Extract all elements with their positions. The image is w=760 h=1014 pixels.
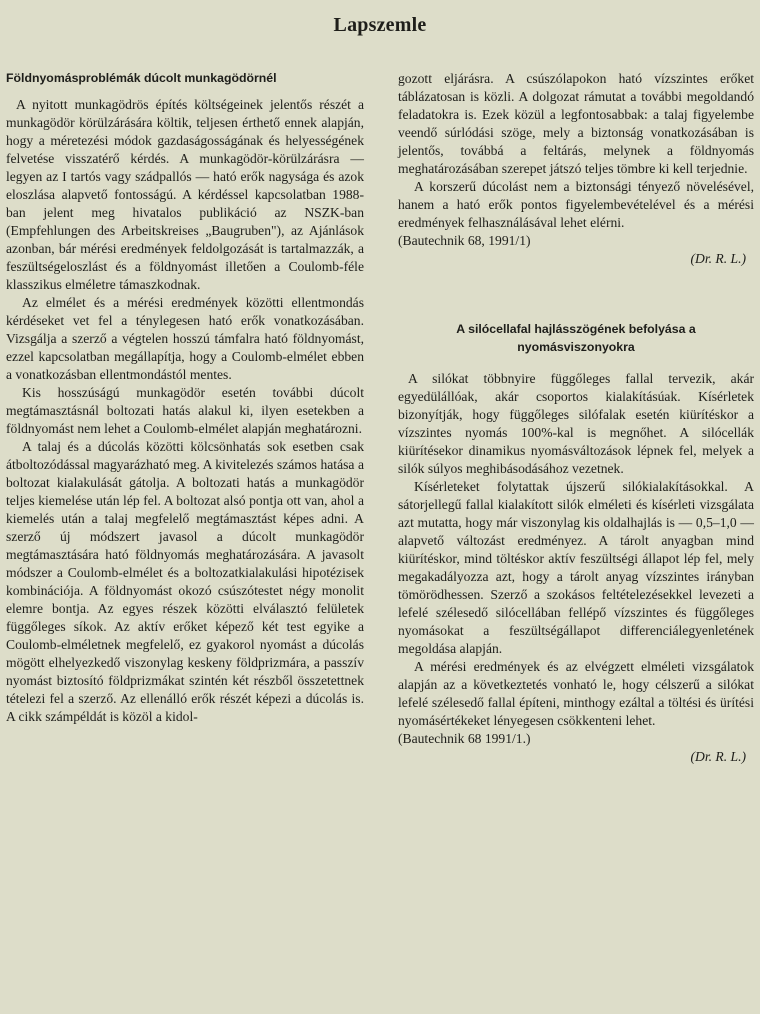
article-2-paragraph-1: A silókat többnyire függőleges fallal tervezik, akár egyedülállóak, akár csoportos kialakításúak. Kísérletek bizonyítják, hogy függőleges silófalak esetén kiürítéskor a vízszintes nyomás 100%-kal is megnőhet. A silócellák kiürítésekor dinamikus nyomásváltozások lépnek fel, melyek a silók súlyos meghibásodásához vezetnek. bbox=[398, 371, 754, 476]
article-2-paragraph-3: A mérési eredmények és az elvégzett elméleti vizsgálatok alapján az a következtetés vonható le, hogy célszerű a silókat lefelé szélesedő fallal építeni, minthogy ezáltal a töltési és ürítési nyomásértékeket lényegesen csökkenteni lehet. bbox=[398, 659, 754, 728]
article-1-source: (Bautechnik 68, 1991/1) bbox=[398, 233, 531, 248]
article-1-paragraph-3: Kis hosszúságú munkagödör esetén további dúcolt megtámasztásnál boltozati hatás alakul ki, ilyen esetekben a földnyomást nem lehet a Coulomb-elmélet alapján meghatározni. bbox=[6, 385, 364, 436]
page-title: Lapszemle bbox=[333, 14, 427, 36]
article-1-title: Földnyomásproblémák dúcolt munkagödörnél bbox=[6, 71, 277, 85]
article-1-paragraph-4-end: gozott eljárásra. A csúszólapokon ható vízszintes erőket táblázatosan is közli. A dolgozat rámutat a további megoldandó feladatokra is. Ezek közül a legfontosabbak: a talaj figyelembe veendő súrlódási szöge, mely a biztonság vonatkozásában is jelentős, továbbá a feltárás, melynek a földnyomás meghatározásában szerepet játszó teljes tömbre ki kell terjednie. bbox=[398, 71, 754, 176]
article-1-paragraph-1: A nyitott munkagödrös építés költségeinek jelentős részét a munkagödör körülzárására költik, teljesen érthető ennek alapján, hogy a méretezési módok gazdaságosságának és helyességének felvetése visszatérő kérdés. A munkagödör-körülzárásra — legyen az I tartós vagy szádpallós — ható erők nagysága és azok eloszlása alapvető fontosságú. A kérdéssel kapcsolatban 1988-ban jelent meg hivatalos publikáció az NSZK-ban (Empfehlungen des Arbeitskreises „Baugruben"), az Ajánlások azonban, bár mérési eredmények feldolgozását is tartalmazzák, a feszültségeloszlást és a földnyomást illetően a Coulomb-féle klasszikus elméletre támaszkodnak. bbox=[6, 97, 364, 292]
article-2-source: (Bautechnik 68 1991/1.) bbox=[398, 731, 531, 746]
left-column bbox=[6, 70, 364, 726]
article-2-paragraph-2: Kísérleteket folytattak újszerű silókialakításokkal. A sátorjellegű fallal kialakított silók elméleti és kísérleti vizsgálata azt mutatta, hogy már viszonylag kis oldalhajlás is — 0,5–1,0 — alapvető változást eredményez. A tárolt anyagban mind kiürítéskor, mind töltéskor aktív feszültségi állapot lép fel, mely megakadályozza azt, hogy a tárolt anyag vízszintes irányban tömörödhessen. Szerző a szokásos feltételezésekkel levezeti a lefelé szélesedő silócellában fellépő vízszintes és függőleges nyomásokat a feszültségállapot differenciálegyenletének megoldása alapján. bbox=[398, 479, 754, 656]
article-2-signature: (Dr. R. L.) bbox=[690, 749, 746, 764]
article-2-title: A silócellafal hajlásszögének befolyása a nyomásviszonyokra bbox=[456, 322, 696, 354]
article-2 bbox=[398, 320, 754, 766]
article-1-paragraph-4-start: A talaj és a dúcolás közötti kölcsönhatás sok esetben csak átboltozódással magyarázható meg. A kivitelezés számos hatása a boltozat kialakulását gátolja. A boltozati hatás a munkagödör teljes kiemelése után lép fel. A boltozat alsó pontja ott van, ahol a kiemelés után a talaj megfelelő megtámasztást képes adni. A szerző új módszert javasol a dúcolt munkagödör megtámasztására ható földnyomás meghatározására. A javasolt módszer a Coulomb-elmélet és a boltozatkialakulási hipotézisek kombinációja. A földnyomást okozó csúszótestet négy monolit elemre bontja. Az egyes részek közötti elválasztó felületek függőleges síkok. Az aktív erőket képező két test egyike a Coulomb-elméletnek megfelelő, ez gyakorol nyomást a dúcolás mögött elhelyezkedő viszonylag keskeny földprizmára, a passzív nyomást biztosító földprizmákat szintén két részből összetettnek tételezi fel a szerző. Az ellenálló erők részét képezi a dúcolás is. A cikk számpéldát is közöl a kidol- bbox=[6, 439, 364, 724]
article-1-paragraph-5: A korszerű dúcolást nem a biztonsági tényező növelésével, hanem a ható erők pontos figyelembevételével és a mérési eredmények felhasználásával lehet elérni. bbox=[398, 179, 754, 230]
right-column bbox=[398, 70, 754, 766]
article-1-paragraph-2: Az elmélet és a mérési eredmények közötti ellentmondás kérdéseket vet fel a ténylegesen ható erők vonatkozásában. Vizsgálja a szerző a végtelen hosszú támfalra ható földnyomást, ezzel kapcsolatban megállapítja, hogy a Coulomb-elmélet ebben a vonatkozásban ellentmondástól mentes. bbox=[6, 295, 364, 382]
article-1-signature: (Dr. R. L.) bbox=[690, 251, 746, 266]
